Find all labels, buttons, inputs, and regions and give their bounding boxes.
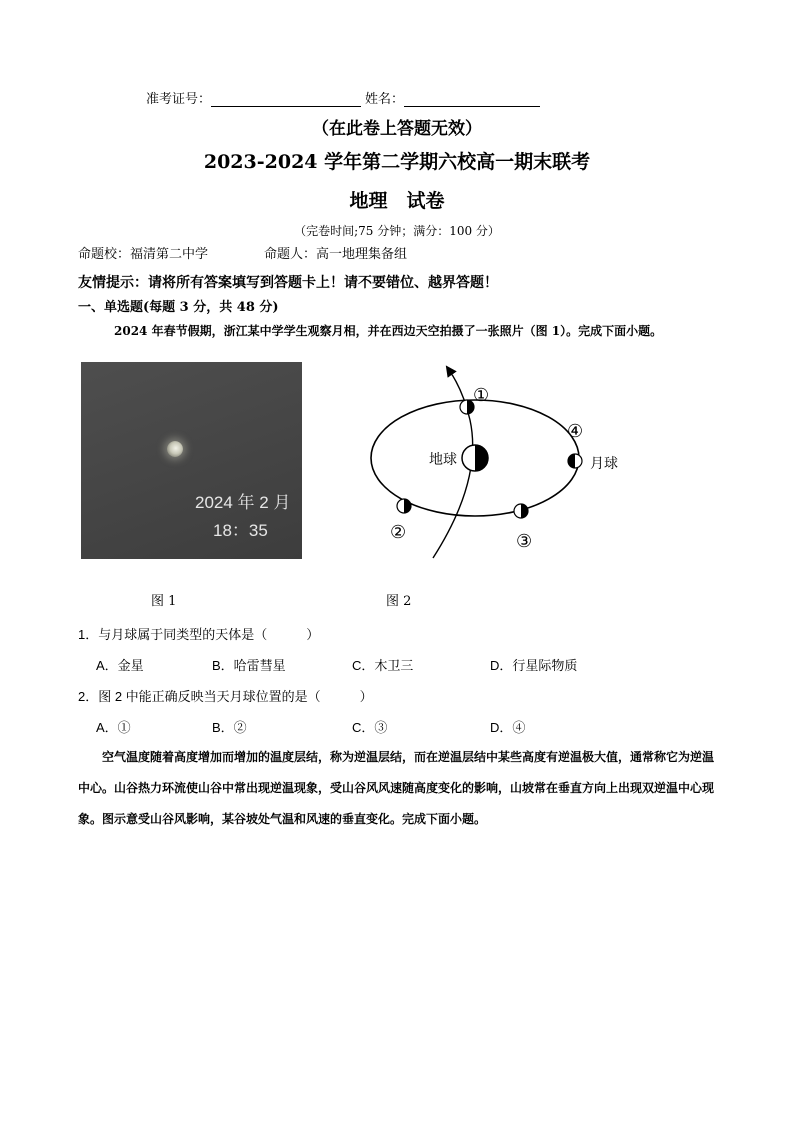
moon-photo [81, 362, 302, 559]
question-2-option-b[interactable]: B．② [212, 720, 247, 735]
subject-title: 地理 试卷 [349, 190, 445, 212]
position-4-label: ④ [567, 421, 584, 442]
author-label: 命题人：高一地理集备组 [264, 246, 408, 261]
exam-id-blank[interactable] [211, 92, 361, 107]
school-label: 命题校：福清第二中学 [78, 246, 209, 261]
question-1-option-a[interactable]: A．金星 [96, 658, 144, 673]
exam-id-label: 准考证号： [146, 92, 212, 107]
moon-position-1-icon [460, 400, 474, 414]
position-3-label: ③ [516, 531, 533, 552]
name-label: 姓名： [365, 92, 405, 107]
name-blank[interactable] [404, 92, 540, 107]
moon-position-4-icon [568, 454, 582, 468]
figure2-caption: 图 2 [386, 594, 412, 609]
invalid-note: （在此卷上答题无效） [312, 119, 482, 139]
position-2-label: ② [390, 522, 407, 543]
earth-icon [462, 445, 488, 471]
figure1-caption: 图 1 [151, 594, 177, 609]
question-2-option-c[interactable]: C．③ [352, 720, 388, 735]
exam-title: 2023-2024 学年第二学期六校高一期末联考 [203, 151, 591, 173]
position-1-label: ① [473, 385, 490, 406]
question-1-option-d[interactable]: D．行星际物质 [490, 658, 578, 673]
intro-paragraph-2: 空气温度随着高度增加而增加的温度层结，称为逆温层结，而在逆温层结中某些高度有逆温极大值，通常称它为逆温中心。山谷热力环流使山谷中常出现逆温现象，受山谷风风速随高度变化的影响，山坡常在垂直方向上出现双逆温中心现象。图示意受山谷风影响，某谷坡处气温和风速的垂直变化。完成下面小题。 [78, 750, 715, 826]
question-1-option-c[interactable]: C．木卫三 [352, 658, 414, 673]
section-title: 一、单选题(每题 3 分，共 48 分) [78, 300, 279, 315]
question-2-option-d[interactable]: D．④ [490, 720, 526, 735]
moon-icon [167, 441, 183, 457]
earth-label: 地球 [429, 451, 457, 467]
moon-position-2-icon [397, 499, 411, 513]
question-2-option-a[interactable]: A．① [96, 720, 131, 735]
question-2-stem: 2．图 2 中能正确反映当天月球位置的是（ ） [78, 689, 373, 704]
moon-position-3-icon [514, 504, 528, 518]
photo-time: 18：35 [213, 521, 268, 540]
photo-date: 2024 年 2 月 [195, 493, 291, 512]
exam-id-row [146, 88, 540, 107]
time-info: （完卷时间;75 分钟；满分：100 分） [294, 224, 500, 238]
tip: 友情提示：请将所有答案填写到答题卡上！请不要错位、越界答题！ [78, 275, 498, 291]
intro-paragraph-1: 2024 年春节假期，浙江某中学学生观察月相，并在西边天空拍摄了一张照片（图 1）。完成下面小题。 [114, 324, 663, 338]
orbit-diagram [355, 360, 645, 565]
question-1-stem: 1．与月球属于同类型的天体是（ ） [78, 627, 320, 642]
moon-label: 月球 [590, 455, 618, 471]
question-1-option-b[interactable]: B．哈雷彗星 [212, 658, 286, 673]
